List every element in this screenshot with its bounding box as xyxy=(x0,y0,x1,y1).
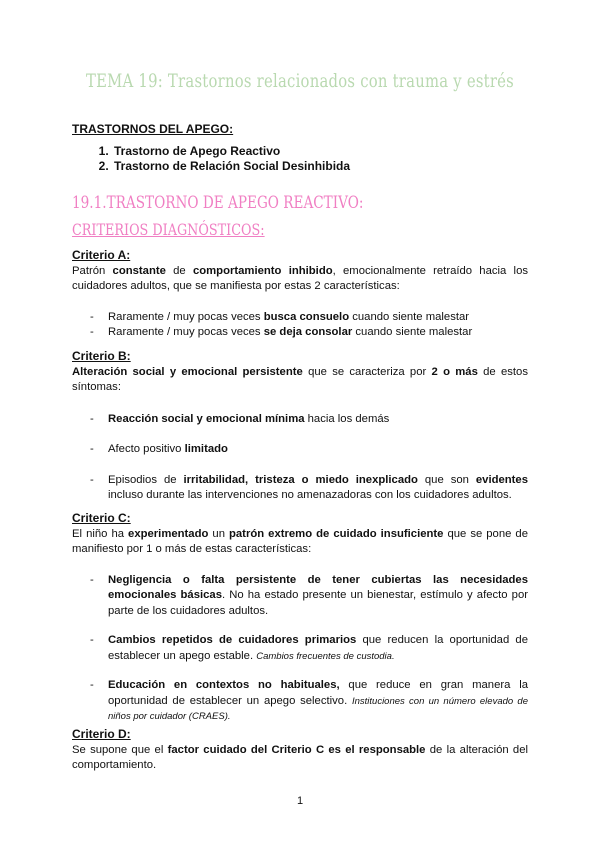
list-item: - Episodios de irritabilidad, tristeza o miedo inexplicado que son evidentes incluso durante las intervenciones no amenazadoras con los cuidadores adultos. xyxy=(72,473,528,504)
criterio-c-list xyxy=(72,573,528,725)
subsection-title: 19.1.TRASTORNO DE APEGO REACTIVO: xyxy=(72,193,364,213)
criterio-d-description: Se supone que el factor cuidado del Criterio C es el responsable de la alteración del comportamiento. xyxy=(72,743,528,771)
criterio-c-section xyxy=(72,511,528,725)
list-item: - Afecto positivo limitado xyxy=(72,442,528,458)
criterio-a-label: Criterio A: xyxy=(72,248,131,262)
page-number: 1 xyxy=(296,795,304,807)
criterio-a-list xyxy=(72,310,528,341)
criterio-d-label: Criterio D: xyxy=(72,727,131,741)
list-item: 1. Trastorno de Apego Reactivo xyxy=(112,144,350,159)
list-item: - Raramente / muy pocas veces busca consuelo cuando siente malestar xyxy=(72,310,528,326)
list-item: - Raramente / muy pocas veces se deja consolar cuando siente malestar xyxy=(72,325,528,341)
list-item: - Reacción social y emocional mínima hacia los demás xyxy=(72,412,528,428)
disorders-list xyxy=(72,144,350,174)
criterio-b-label: Criterio B: xyxy=(72,349,131,363)
criterio-b-section xyxy=(72,349,528,504)
list-item: - Educación en contextos no habituales, que reduce en gran manera la oportunidad de establecer un apego selectivo. Instituciones con un número elevado de niños por cuidador (CRAES). xyxy=(72,678,528,725)
page-title: TEMA 19: Trastornos relacionados con trauma y estrés xyxy=(85,70,515,92)
criterio-c-description: El niño ha experimentado un patrón extremo de cuidado insuficiente que se pone de manifiesto por 1 o más de estas características: xyxy=(72,527,528,555)
section-heading: TRASTORNOS DEL APEGO: xyxy=(72,122,234,136)
criterio-d-section xyxy=(72,727,528,774)
list-item: - Cambios repetidos de cuidadores primarios que reducen la oportunidad de establecer un apego estable. Cambios frecuentes de custodia. xyxy=(72,633,528,664)
list-item: 2. Trastorno de Relación Social Desinhibida xyxy=(112,159,350,174)
criterio-c-label: Criterio C: xyxy=(72,511,131,525)
criterio-b-list xyxy=(72,412,528,504)
criteria-title: CRITERIOS DIAGNÓSTICOS: xyxy=(72,220,265,239)
criterio-b-description: Alteración social y emocional persistente que se caracteriza por 2 o más de estos síntomas: xyxy=(72,365,528,393)
criterio-a-section xyxy=(72,248,528,341)
criterio-a-description: Patrón constante de comportamiento inhibido, emocionalmente retraído hacia los cuidadores adultos, que se manifiesta por estas 2 características: xyxy=(72,264,529,292)
list-item: - Negligencia o falta persistente de tener cubiertas las necesidades emocionales básicas. No ha estado presente un bienestar, estímulo y afecto por parte de los cuidadores adultos. xyxy=(72,573,528,620)
